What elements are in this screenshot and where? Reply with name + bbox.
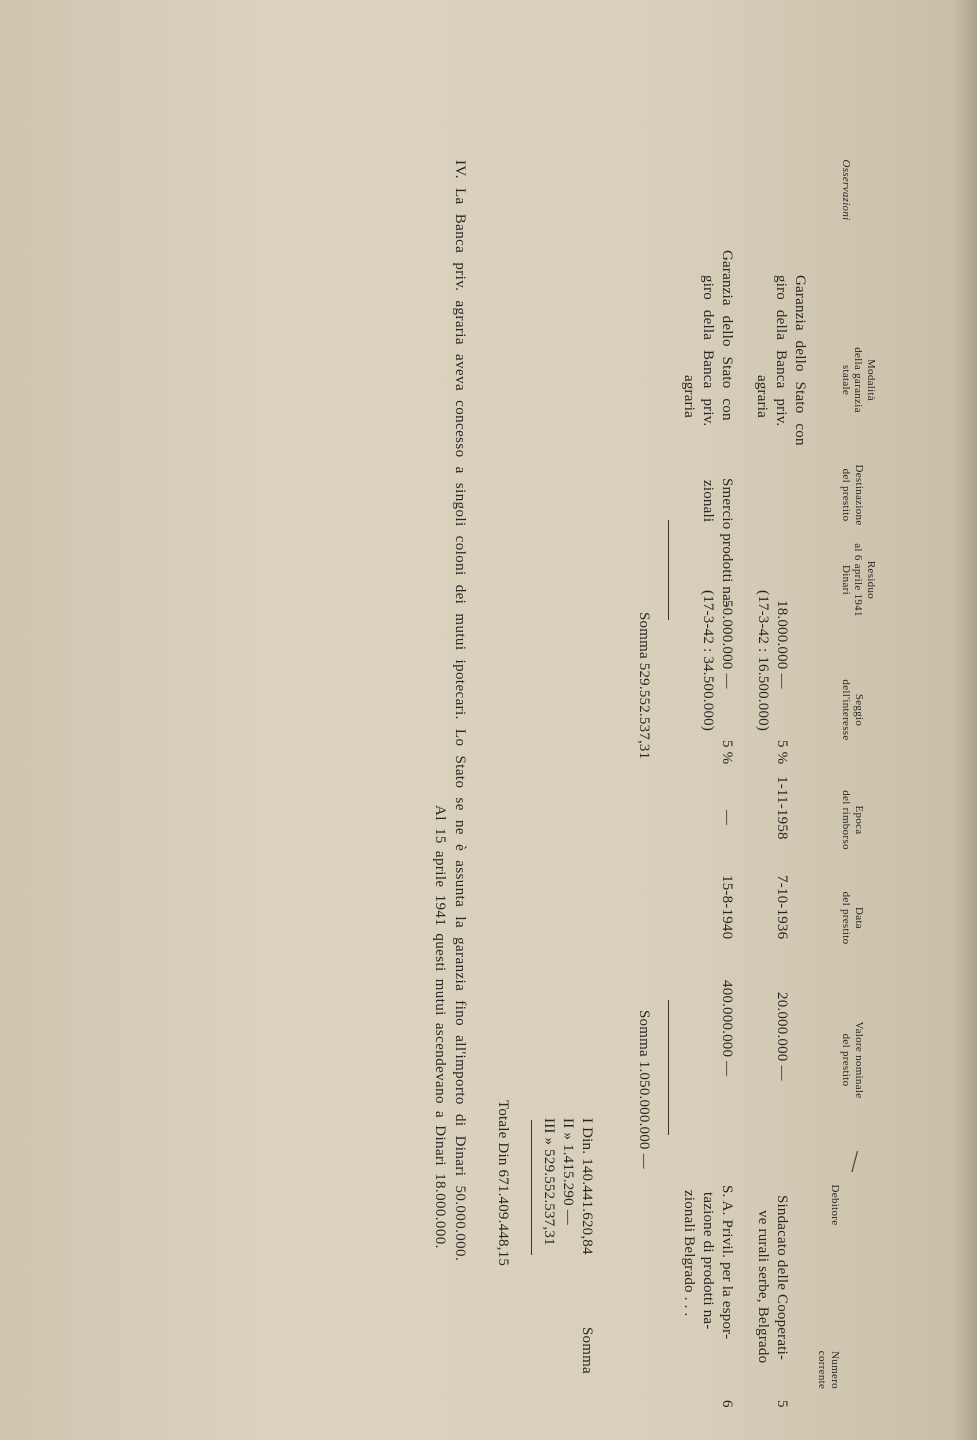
- summary-line-2: II » 1.415.290 —: [560, 1118, 576, 1225]
- summary-rule: [531, 1120, 532, 1255]
- note-iv-line2: Al 15 aprile 1941 questi mutui ascendevano a Dinari 18.000.000.: [432, 805, 448, 1249]
- somma-valore: Somma 1.050.000.000 —: [636, 1010, 652, 1169]
- row-5-modalita-line1: Garanzia dello Stato con: [792, 275, 808, 446]
- row-6-number: 6: [719, 1400, 735, 1408]
- row-5-residuo-detail: (17-3-42 : 16.500.000): [755, 590, 771, 732]
- row-5-data: 7-10-1936: [774, 875, 790, 940]
- header-data: Data del prestito: [840, 891, 865, 945]
- summary-label: Somma: [579, 1327, 595, 1374]
- row-5-debitore-line1: Sindacato delle Cooperati-: [774, 1195, 790, 1361]
- summary-line-3: III » 529.552.537,31: [541, 1118, 557, 1246]
- row-6-data: 15-8-1940: [719, 875, 735, 940]
- row-5-residuo: 18.000.000 —: [774, 600, 790, 689]
- row-5-seggio: 5 %: [774, 740, 790, 765]
- row-5-number: 5: [774, 1400, 790, 1408]
- totale-line: Totale Din 671.409.448,15: [495, 1100, 511, 1267]
- row-6-modalita-line1: Garanzia dello Stato con: [719, 250, 735, 421]
- row-6-debitore-line2: tazione di prodotti na-: [700, 1192, 716, 1330]
- row-6-debitore-line3: zionali Belgrado . . .: [681, 1190, 697, 1317]
- row-6-seggio: 5 %: [719, 740, 735, 765]
- row-6-destinazione-line2: zionali: [700, 480, 716, 523]
- somma-residuo: Somma 529.552.537,31: [636, 612, 652, 760]
- row-6-destinazione-line1: Smercio prodotti na-: [719, 478, 735, 607]
- header-epoca: Epoca del rimborso: [840, 790, 865, 850]
- note-iv-line1: IV. La Banca priv. agraria aveva concesso a singoli coloni dei mutui ipotecari. Lo Stato se ne è assunta la garanzia fino all'importo di Dinari 50.000.000.: [452, 160, 468, 1262]
- row-5-valore: 20.000.000 —: [774, 992, 790, 1081]
- row-6-modalita-line2: giro della Banca priv.: [700, 275, 716, 427]
- row-6-epoca: —: [719, 810, 735, 826]
- header-destinazione: Destinazione del prestito: [840, 464, 865, 526]
- residuo-sum-rule: [668, 520, 669, 620]
- row-5-modalita-line3: agraria: [754, 375, 770, 419]
- header-osservazioni: Osservazioni: [840, 159, 852, 221]
- header-seggio: Seggio dell'interesse: [840, 679, 865, 741]
- row-6-residuo-detail: (17-3-42 : 34.500.000): [700, 590, 716, 732]
- row-6-valore: 400.000.000 —: [719, 980, 735, 1077]
- row-5-modalita-line2: giro della Banca priv.: [773, 275, 789, 427]
- header-debitore: Debitore: [829, 1184, 841, 1226]
- summary-line-1: I Din. 140.441.620,84: [579, 1118, 595, 1255]
- valore-sum-rule: [668, 1000, 669, 1135]
- header-divider-mark: |: [849, 1147, 861, 1174]
- header-numero: Numero corrente: [816, 1350, 841, 1390]
- header-valore-nominale: Valore nominale del prestito: [840, 1021, 865, 1099]
- header-modalita: Modalità della garanzia statale: [839, 347, 877, 413]
- row-6-modalita-line3: agraria: [681, 375, 697, 419]
- row-5-epoca: 1-11-1958: [774, 776, 790, 840]
- row-6-residuo: 50.000.000 —: [719, 600, 735, 689]
- row-5-debitore-line2: ve rurali serbe, Belgrado: [755, 1210, 771, 1364]
- row-6-debitore-line1: S. A. Privil. per la espor-: [719, 1185, 735, 1340]
- header-residuo-block: Residuo al 6 aprile 1941 Dinari: [839, 543, 877, 617]
